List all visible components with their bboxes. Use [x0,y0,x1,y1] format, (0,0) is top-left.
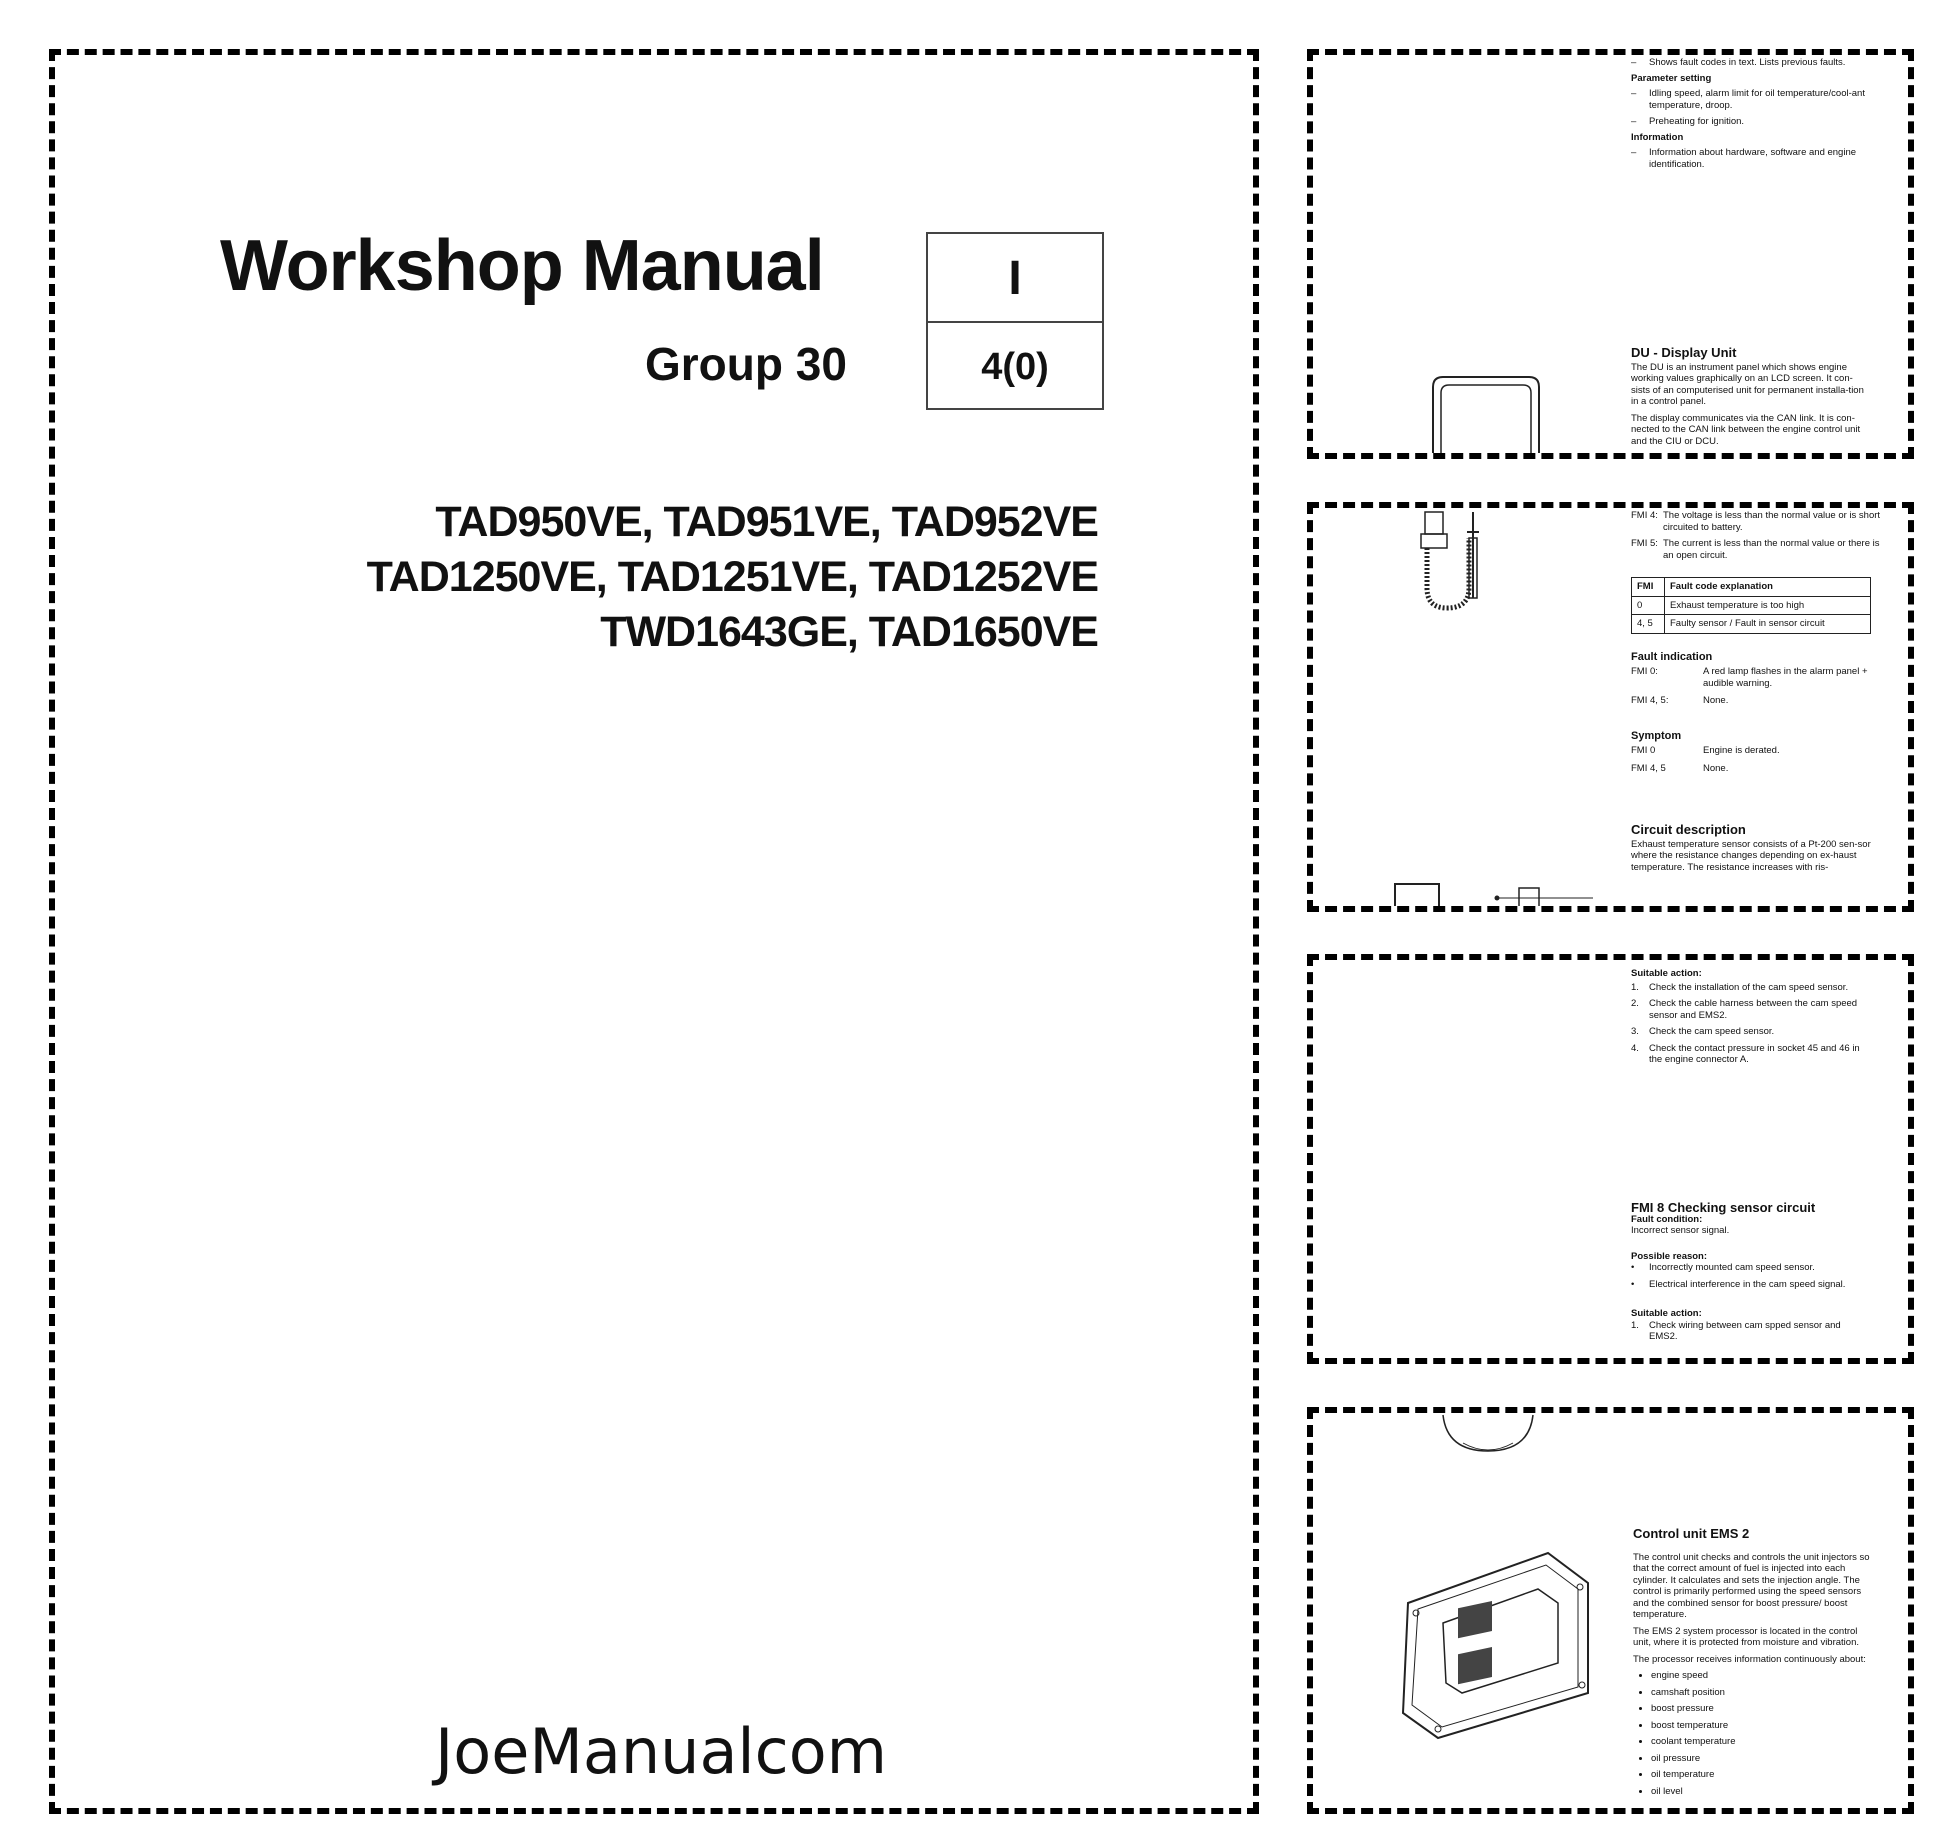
fault-condition-text: Incorrect sensor signal. [1631,1225,1730,1236]
engine-models [367,495,1098,660]
param-heading: Parameter setting [1631,72,1712,84]
fmi4-row: FMI 4: The voltage is less than the normal value or is short circuited to battery. [1631,510,1881,533]
list-item: 4. Check the contact pressure in socket 45 and 46 in the engine connector A. [1631,1042,1860,1065]
table-header-explanation: Fault code explanation [1665,578,1871,597]
models-line-1: TAD950VE, TAD951VE, TAD952VE [435,498,1098,546]
fault-code-table [1631,577,1871,634]
list-item: – Shows fault codes in text. Lists previous faults. [1631,57,1846,68]
du-paragraph-1: The DU is an instrument panel which shows engine working values graphically on an LCD screen. It con-sists of an computerised unit for permanent installa-tion in a control panel. [1631,361,1864,407]
page3-text-top [1631,968,1869,1066]
ems2-paragraph-1: The control unit checks and controls the unit injectors so that the correct amount of fuel is injected into each cylinder. It calculates and sets the injection angle. The control is primarily performed using the speed sensors and the combined sensor for boost pressure/ boost temperature. [1633,1551,1870,1620]
circuit-diagram-illustration [1393,878,1613,912]
action-heading: Suitable action: [1631,968,1702,979]
models-line-3: TWD1643GE, TAD1650VE [600,608,1098,656]
ems2-heading: Control unit EMS 2 [1633,1526,1750,1541]
list-item: • coolant temperature [1651,1736,1873,1748]
watermark-footer: JoeManualcom [435,1715,888,1788]
page2-text [1631,510,1881,873]
possible-reason-heading: Possible reason: [1631,1250,1708,1262]
table-row: 0 Exhaust temperature is too high [1632,596,1871,615]
list-item: – Idling speed, alarm limit for oil temperature/cool-ant temperature, droop. [1631,88,1865,111]
list-item: • camshaft position [1651,1687,1873,1699]
fmi5-row: FMI 5: The current is less than the normal value or there is an open circuit. [1631,538,1880,561]
preview-page-4 [1307,1407,1914,1814]
list-item: – Preheating for ignition. [1631,116,1745,127]
list-item: – Information about hardware, software and engine identification. [1631,147,1857,170]
du-heading: DU - Display Unit [1631,345,1737,360]
fmi8-heading: FMI 8 Checking sensor circuit [1631,1200,1816,1215]
section-box [926,232,1104,410]
list-item: • boost temperature [1651,1720,1873,1732]
cover-page [49,49,1259,1814]
manual-group: Group 30 [645,338,847,390]
symptom-row: FMI 4, 5 None. [1631,762,1729,774]
preview-page-2 [1307,502,1914,912]
preview-page-3 [1307,954,1914,1364]
symptom-row: FMI 0 Engine is derated. [1631,745,1780,756]
suitable-action-heading-2: Suitable action: [1631,1308,1702,1319]
manual-title: Workshop Manual [220,226,824,306]
preview-page-1 [1307,49,1914,459]
list-item: • Electrical interference in the cam speed signal. [1631,1278,1846,1290]
page3-text-bottom [1631,1202,1869,1343]
list-item: • boost pressure [1651,1703,1873,1715]
list-item: • Incorrectly mounted cam speed sensor. [1631,1262,1815,1273]
table-header-fmi: FMI [1632,578,1665,597]
du-section [1631,347,1869,452]
list-item: 1. Check the installation of the cam speed sensor. [1631,981,1849,993]
sensor-dome-illustration [1433,1413,1543,1458]
exhaust-sensor-illustration [1413,508,1523,618]
list-item: 3. Check the cam speed sensor. [1631,1026,1775,1037]
ems2-paragraph-2: The EMS 2 system processor is located in the control unit, where it is protected from moisture and vibration. [1633,1625,1859,1648]
list-item: 1. Check wiring between cam spped sensor and EMS2. [1631,1319,1841,1342]
ems2-inputs-list [1633,1670,1873,1797]
circuit-heading: Circuit description [1631,822,1746,837]
list-item: • oil temperature [1651,1769,1873,1781]
list-item: 2. Check the cable harness between the cam speed sensor and EMS2. [1631,998,1858,1021]
fault-row: FMI 4, 5: None. [1631,695,1729,706]
table-header-row [1632,578,1871,597]
display-unit-illustration [1431,375,1541,459]
page4-text [1633,1528,1873,1802]
fault-condition-heading: Fault condition: [1631,1213,1703,1225]
models-line-2: TAD1250VE, TAD1251VE, TAD1252VE [366,553,1098,601]
symptom-heading: Symptom [1631,729,1682,742]
list-item: • oil level [1651,1786,1873,1798]
section-box-top: I [928,234,1102,323]
section-box-bottom: 4(0) [981,346,1049,388]
list-item: • engine speed [1651,1670,1873,1682]
du-paragraph-2: The display communicates via the CAN link. It is con-nected to the CAN link between the engine control unit and the CIU or DCU. [1631,412,1861,447]
ems2-paragraph-3: The processor receives information continuously about: [1633,1653,1866,1665]
fault-row: FMI 0: A red lamp flashes in the alarm panel + audible warning. [1631,666,1868,689]
ems2-control-unit-illustration [1398,1543,1598,1743]
fault-indication-heading: Fault indication [1631,650,1713,663]
info-heading: Information [1631,131,1684,143]
page1-text-top [1631,57,1869,170]
table-row: 4, 5 Faulty sensor / Fault in sensor circuit [1632,615,1871,634]
circuit-text: Exhaust temperature sensor consists of a Pt-200 sen-sor where the resistance changes depending on ex-haust temperature. The resistance increases with ris- [1631,838,1871,873]
list-item: • oil pressure [1651,1753,1873,1765]
